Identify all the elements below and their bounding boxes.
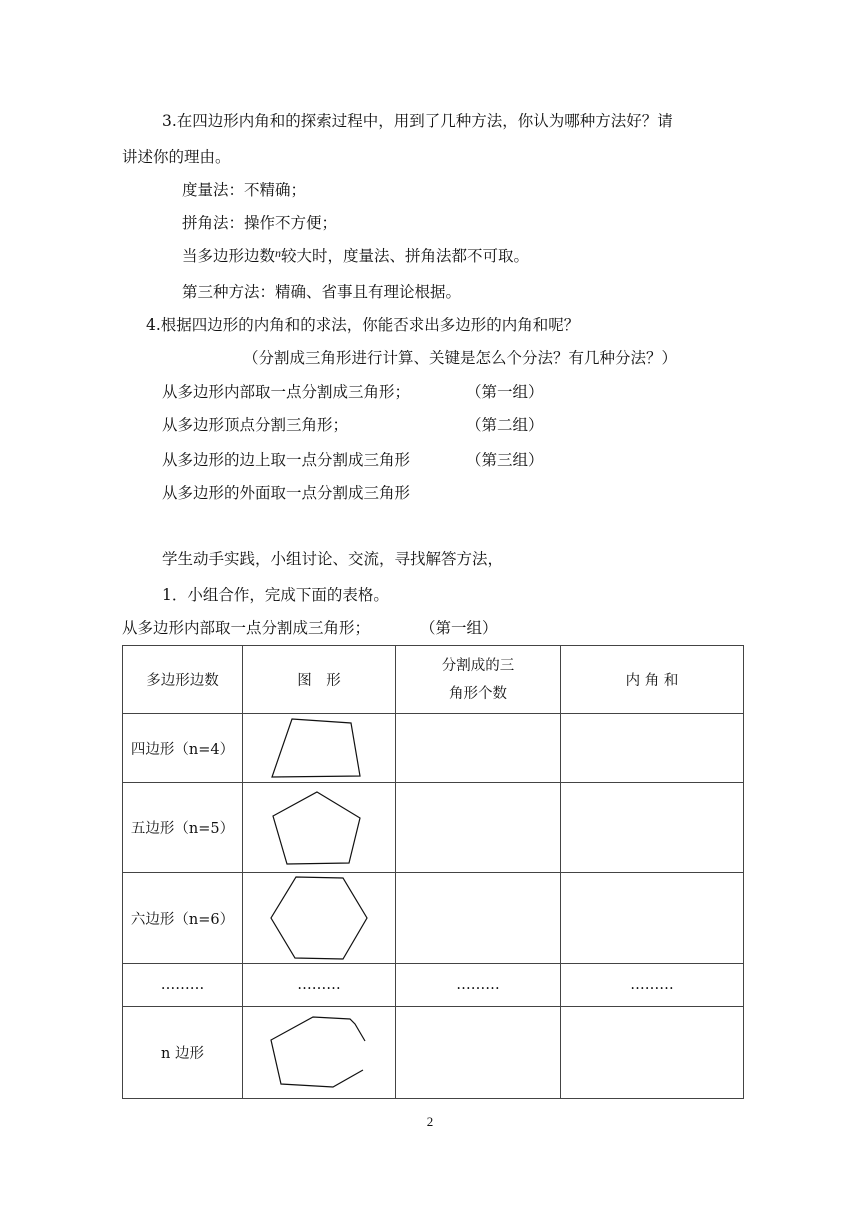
table-header-row <box>123 646 744 714</box>
split-count-cell[interactable] <box>396 873 561 964</box>
method-note-pre: 当多边形边数 <box>182 247 276 265</box>
quadrilateral-figure <box>269 716 369 780</box>
split-count-cell[interactable] <box>396 1007 561 1099</box>
practice-task: 1．小组合作，完成下面的表格。 <box>162 586 389 604</box>
header-figure: 图 形 <box>243 646 396 714</box>
q4-line1: 4.根据四边形的内角和的求法，你能否求出多边形的内角和呢？ <box>146 316 580 334</box>
angle-sum-table <box>122 645 744 1099</box>
q3-line1: 3.在四边形内角和的探索过程中，用到了几种方法，你认为哪种方法好？请 <box>162 112 673 130</box>
method-item-1: 从多边形内部取一点分割成三角形； <box>162 383 411 401</box>
method-note <box>182 246 529 267</box>
ellipsis-cell: ……… <box>561 964 744 1007</box>
table-caption: 从多边形内部取一点分割成三角形； <box>122 619 371 637</box>
row-label-n-gon: n 边形 <box>123 1007 243 1099</box>
table-row <box>123 1007 744 1099</box>
table-row <box>123 964 744 1007</box>
method-note-post: 较大时，度量法、拼角法都不可取。 <box>281 247 530 265</box>
angle-sum-cell[interactable] <box>561 783 744 873</box>
header-split-line2: 角形个数 <box>449 685 507 702</box>
method-item-4: 从多边形的外面取一点分割成三角形 <box>162 484 411 502</box>
method-group-1: （第一组） <box>466 383 544 401</box>
angle-sum-cell[interactable] <box>561 1007 744 1099</box>
ellipsis-cell: ……… <box>123 964 243 1007</box>
ellipsis-cell: ……… <box>396 964 561 1007</box>
method-group-3: （第三组） <box>466 451 544 469</box>
figure-cell <box>243 1007 396 1099</box>
row-label-hexagon: 六边形（n=6） <box>123 873 243 964</box>
practice-intro: 学生动手实践，小组讨论、交流，寻找解答方法， <box>162 550 504 568</box>
variable-n: n <box>275 246 282 260</box>
q3-line2: 讲述你的理由。 <box>122 148 231 166</box>
method-measure: 度量法：不精确； <box>182 181 307 199</box>
q4-hint: （分割成三角形进行计算、关键是怎么个分法？有几种分法？） <box>243 349 678 367</box>
page-number: 2 <box>426 1114 434 1129</box>
method-group-2: （第二组） <box>466 416 544 434</box>
method-item-3: 从多边形的边上取一点分割成三角形 <box>162 451 411 469</box>
split-count-cell[interactable] <box>396 783 561 873</box>
ellipsis-cell: ……… <box>243 964 396 1007</box>
angle-sum-cell[interactable] <box>561 714 744 783</box>
hexagon-figure <box>267 874 371 962</box>
split-count-cell[interactable] <box>396 714 561 783</box>
n-gon-figure <box>267 1013 371 1093</box>
header-angle-sum: 内 角 和 <box>561 646 744 714</box>
table-row <box>123 783 744 873</box>
figure-cell <box>243 873 396 964</box>
figure-cell <box>243 783 396 873</box>
row-label-pentagon: 五边形（n=5） <box>123 783 243 873</box>
header-split-count <box>396 646 561 714</box>
method-item-2: 从多边形顶点分割三角形； <box>162 416 349 434</box>
row-label-quadrilateral: 四边形（n=4） <box>123 714 243 783</box>
header-sides: 多边形边数 <box>123 646 243 714</box>
table-row <box>123 873 744 964</box>
header-split-line1: 分割成的三 <box>441 657 515 674</box>
table-caption-group: （第一组） <box>420 619 498 637</box>
angle-sum-cell[interactable] <box>561 873 744 964</box>
pentagon-figure <box>269 788 369 868</box>
method-assemble: 拼角法：操作不方便； <box>182 214 338 232</box>
method-third: 第三种方法：精确、省事且有理论根据。 <box>182 283 462 301</box>
figure-cell <box>243 714 396 783</box>
table-row <box>123 714 744 783</box>
